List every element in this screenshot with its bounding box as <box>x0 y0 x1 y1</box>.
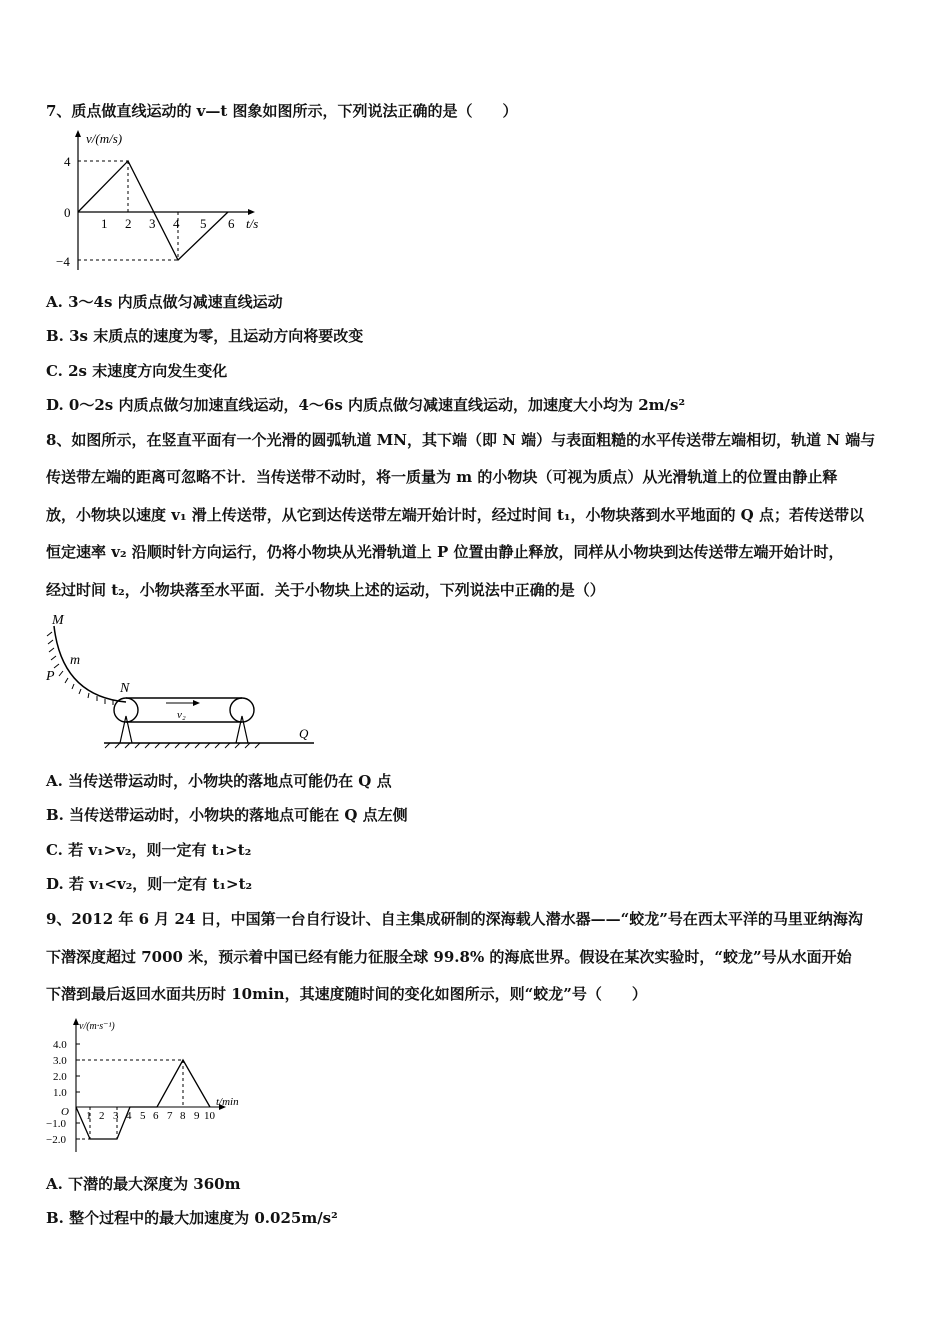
q9-xtick-7: 7 <box>167 1110 173 1122</box>
q9-ytick-1: 1.0 <box>53 1087 67 1099</box>
q7-xlabel: t/s <box>246 216 259 231</box>
q9-ytick-2: 2.0 <box>53 1071 67 1083</box>
q9-xtick-8: 8 <box>180 1110 186 1122</box>
q8-label-n: N <box>120 681 130 696</box>
q8-label-m-upper: M <box>52 613 64 628</box>
q9-ylabel: v/(m·s⁻¹) <box>79 1021 115 1032</box>
q8-option-a: A. 当传送带运动时，小物块的落地点可能仍在 Q 点 <box>46 772 392 790</box>
q9-xtick-6: 6 <box>153 1110 159 1122</box>
q9-option-a: A. 下潜的最大深度为 360m <box>46 1175 241 1193</box>
q9-stem-line-3: 下潜到最后返回水面共历时 10min，其速度随时间的变化如图所示，则“蛟龙”号（ ） <box>46 985 647 1003</box>
q9-xtick-2: 2 <box>99 1110 105 1122</box>
q9-option-b: B. 整个过程中的最大加速度为 0.025m/s² <box>46 1209 338 1227</box>
q9-ytick-4: 4.0 <box>53 1039 67 1051</box>
q8-stem-line-5: 经过时间 t₂，小物块落至水平面．关于小物块上述的运动，下列说法中正确的是（） <box>46 581 605 599</box>
q7-vt-graph <box>46 128 286 278</box>
q9-stem-line-1: 9、2012 年 6 月 24 日，中国第一台自行设计、自主集成研制的深海载人潜水器——“蛟龙”号在西太平洋的马里亚纳海沟 <box>46 910 863 928</box>
q7-ylabel: v/(m/s) <box>86 131 123 146</box>
q9-xtick-5: 5 <box>140 1110 146 1122</box>
q7-xtick-5: 5 <box>200 216 207 231</box>
q9-ytick-neg2: −2.0 <box>46 1134 66 1146</box>
q9-vt-line <box>76 1060 210 1139</box>
q9-origin: O <box>61 1106 69 1118</box>
q8-stem-line-2: 传送带左端的距离可忽略不计．当传送带不动时，将一质量为 m 的小物块（可视为质点）从光滑轨道上的位置由静止释 <box>46 468 838 486</box>
q8-label-q: Q <box>299 726 309 741</box>
q7-ytick-neg4: −4 <box>56 254 70 269</box>
q7-option-b: B. 3s 末质点的速度为零，且运动方向将要改变 <box>46 327 364 345</box>
q8-stem-line-1: 8、如图所示，在竖直平面有一个光滑的圆弧轨道 MN，其下端（即 N 端）与表面粗糙的水平传送带左端相切，轨道 N 端与 <box>46 431 876 449</box>
q7-ytick-4: 4 <box>64 154 71 169</box>
q7-xtick-1: 1 <box>101 216 108 231</box>
q8-option-d: D. 若 v₁<v₂，则一定有 t₁>t₂ <box>46 875 253 893</box>
q9-ytick-3: 3.0 <box>53 1055 67 1067</box>
q7-option-a: A. 3～4s 内质点做匀减速直线运动 <box>46 293 283 311</box>
q7-xtick-4: 4 <box>173 216 180 231</box>
q7-xtick-3: 3 <box>149 216 156 231</box>
q8-stem-line-3: 放，小物块以速度 v₁ 滑上传送带，从它到达传送带左端开始计时，经过时间 t₁，小物块落到水平地面的 Q 点；若传送带以 <box>46 506 864 524</box>
q9-vt-graph <box>46 1012 266 1162</box>
q8-label-p: P <box>46 669 55 684</box>
q7-stem: 7、质点做直线运动的 v—t 图象如图所示，下列说法正确的是（ ） <box>46 102 518 120</box>
q9-ytick-neg1: −1.0 <box>46 1118 66 1130</box>
q8-option-b: B. 当传送带运动时，小物块的落地点可能在 Q 点左侧 <box>46 806 408 824</box>
q9-xtick-10: 10 <box>204 1110 215 1122</box>
q7-xtick-6: 6 <box>228 216 235 231</box>
q8-arc-track <box>54 626 126 702</box>
q7-option-d: D. 0～2s 内质点做匀加速直线运动，4～6s 内质点做匀减速直线运动，加速度大小均为 2m/s² <box>46 396 686 414</box>
q9-xtick-9: 9 <box>194 1110 200 1122</box>
q8-label-m: m <box>70 653 81 668</box>
q9-xtick-1: 1 <box>86 1110 92 1122</box>
q7-xtick-2: 2 <box>125 216 132 231</box>
q7-ytick-0: 0 <box>64 205 71 220</box>
q8-conveyor-figure <box>44 608 324 753</box>
q7-option-c: C. 2s 末速度方向发生变化 <box>46 362 228 380</box>
q8-stem-line-4: 恒定速率 v₂ 沿顺时针方向运行，仍将小物块从光滑轨道上 P 位置由静止释放，同样从小物块到达传送带左端开始计时， <box>46 543 844 561</box>
q9-xtick-4: 4 <box>126 1110 132 1122</box>
q7-vt-line <box>78 161 228 260</box>
q9-xtick-3: 3 <box>113 1110 119 1122</box>
q8-option-c: C. 若 v₁>v₂，则一定有 t₁>t₂ <box>46 841 252 859</box>
q8-label-v2: v₂ <box>177 709 186 721</box>
q9-xlabel: t/min <box>216 1096 239 1108</box>
q9-stem-line-2: 下潜深度超过 7000 米，预示着中国已经有能力征服全球 99.8% 的海底世界。假设在某次实验时，“蛟龙”号从水面开始 <box>46 948 852 966</box>
